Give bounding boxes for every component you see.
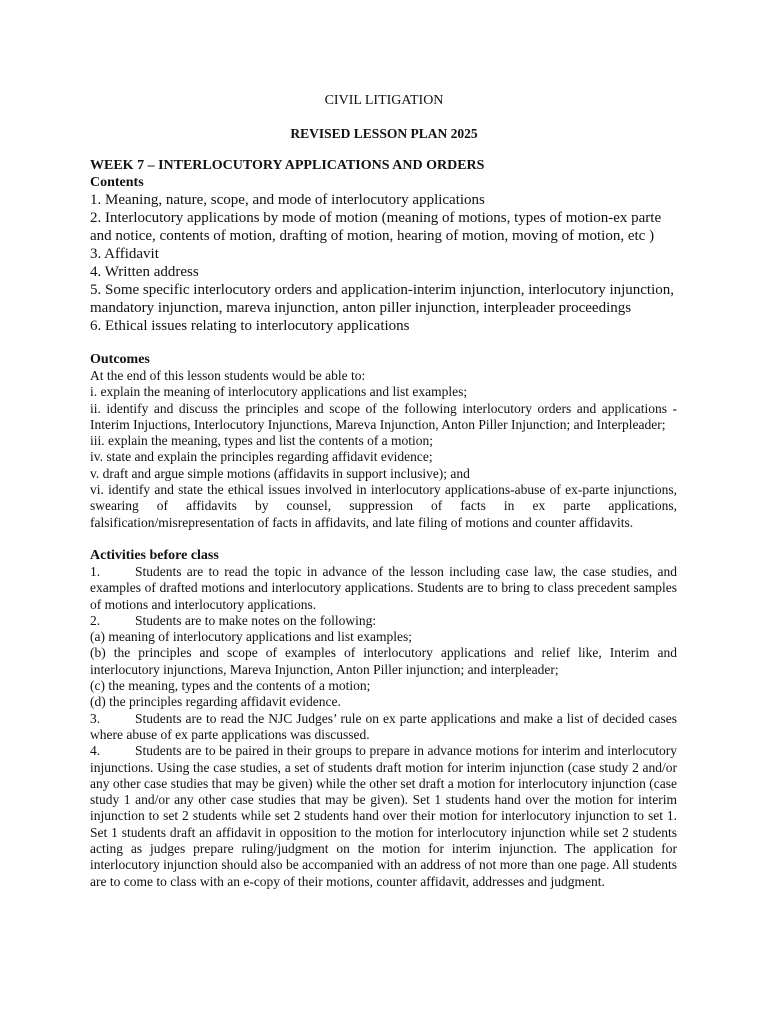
activity-item: [90, 743, 677, 890]
activity-subitem: (c) the meaning, types and the contents of a motion;: [90, 678, 371, 694]
activity-text: Students are to be paired in their groups to prepare in advance motions for interim and interlocutory injunctions. Using the case studies, a set of students draft motion for interim injunction (case study 2 and/or any other case studies that may be given) while the other set draft a motion for interlocutory injunction (case study 1 and/or any other case studies that may be given). Set 1 students hand over the motion for interim injunction to set 2 students while set 2 students hand over their motion for interlocutory injunction to set 1. Set 1 students draft an affidavit in opposition to the motion for interlocutory injunction while set 2 students acting as judges prepare ruling/judgment on the motion for interim injunction. The application for interlocutory injunction should also be accompanied with an address of not more than one page. All students are to come to class with an e-copy of their motions, counter affidavit, addresses and judgment.: [90, 743, 677, 889]
course-title: CIVIL LITIGATION: [324, 93, 444, 108]
document-body: [90, 157, 677, 890]
contents-item: 2. Interlocutory applications by mode of motion (meaning of motions, types of motion-ex parte and notice, contents of motion, drafting of motion, hearing of motion, moving of motion, etc ): [90, 210, 662, 244]
outcome-item: iii. explain the meaning, types and list the contents of a motion;: [90, 433, 434, 449]
lesson-plan-title: REVISED LESSON PLAN 2025: [290, 126, 478, 141]
activities-heading: Activities before class: [90, 547, 219, 563]
contents-item: 4. Written address: [90, 264, 199, 280]
outcome-item: iv. state and explain the principles regarding affidavit evidence;: [90, 449, 433, 465]
contents-item: 6. Ethical issues relating to interlocutory applications: [90, 318, 410, 334]
activity-text: Students are to read the topic in advance of the lesson including case law, the case studies, and examples of drafted motions and interlocutory applications. Students are to bring to class precedent samples of motions and interlocutory applications.: [90, 563, 677, 612]
activity-number: 2.: [90, 612, 101, 628]
activity-number: 1.: [90, 563, 101, 579]
activity-number: 4.: [90, 743, 101, 759]
outcomes-heading: Outcomes: [90, 352, 150, 367]
outcome-item: ii. identify and discuss the principles and scope of the following interlocutory orders and applications - Interim Injuctions, Interlocutory Injunctions, Mareva Injunction, Anton Piller Injunction; and Interpleader;: [90, 400, 677, 432]
contents-item: 5. Some specific interlocutory orders and application-interim injunction, interlocutory injunction, mandatory injunction, mareva injunction, anton piller injunction, interpleader proceedings: [90, 282, 675, 316]
activity-subitem: (a) meaning of interlocutory applications and list examples;: [90, 629, 413, 645]
contents-item: 1. Meaning, nature, scope, and mode of interlocutory applications: [90, 192, 485, 208]
contents-item: 3. Affidavit: [90, 246, 159, 262]
outcome-item: v. draft and argue simple motions (affidavits in support inclusive); and: [90, 465, 470, 481]
activity-text: Students are to read the NJC Judges’ rule on ex parte applications and make a list of decided cases where abuse of ex parte applications was discussed.: [90, 710, 677, 742]
activity-item: [90, 711, 677, 744]
activity-item: [90, 564, 677, 613]
activity-subitem: (d) the principles regarding affidavit evidence.: [90, 694, 341, 710]
activity-subitem: (b) the principles and scope of examples of interlocutory applications and relief like, Interim and interlocutory injunctions, Mareva Injunction, Anton Piller injunction; and interpleader;: [90, 645, 677, 677]
activity-text: Students are to make notes on the following:: [135, 612, 377, 628]
activity-number: 3.: [90, 710, 101, 726]
outcome-item: vi. identify and state the ethical issues involved in interlocutory applications-abuse of ex-parte injunctions, swearing of affidavits by counsel, suppression of facts in ex parte applications, falsification/misrepresentation of facts in affidavits, and late filing of motions and counter affidavits.: [90, 482, 677, 530]
outcome-item: i. explain the meaning of interlocutory applications and list examples;: [90, 384, 468, 400]
outcomes-intro: At the end of this lesson students would be able to:: [90, 368, 366, 383]
activity-item: [90, 613, 677, 629]
week-heading: WEEK 7 – INTERLOCUTORY APPLICATIONS AND ORDERS: [90, 158, 485, 173]
contents-heading: Contents: [90, 175, 144, 190]
